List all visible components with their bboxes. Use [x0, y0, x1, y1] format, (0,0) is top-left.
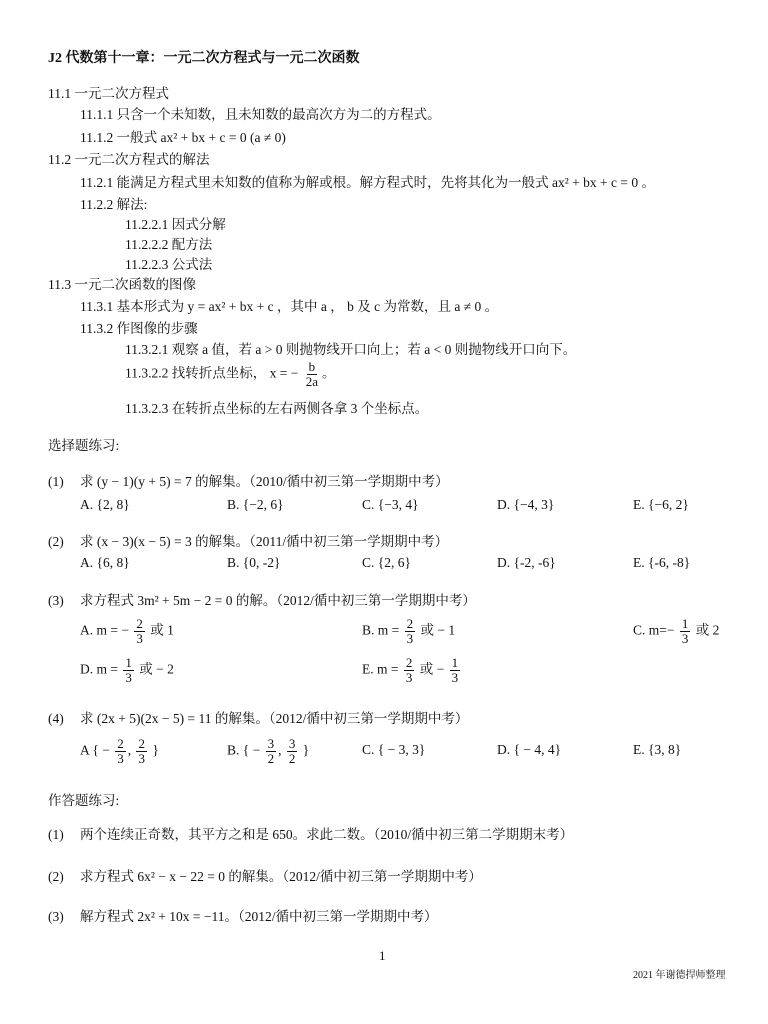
q4-option-b: [227, 737, 309, 766]
footer-credit: 2021 年谢德捍师整理: [633, 970, 726, 981]
fraction-denominator: 2a: [305, 374, 319, 389]
q4-a-comma: ,: [127, 742, 132, 758]
q2-option-d: D. {-2, -6}: [497, 555, 556, 570]
open-heading: 作答题练习:: [48, 793, 120, 808]
q4-text: 求 (2x + 5)(2x − 5) = 11 的解集。（2012/循中初三第一学期期中考）: [80, 711, 469, 726]
open-q3-number: (3): [48, 909, 64, 924]
q4-a-den-1: 3: [117, 751, 124, 766]
item-11-1-1: 11.1.1 只含一个未知数，且未知数的最高次方为二的方程式。: [80, 107, 441, 122]
q2-option-a: A. {6, 8}: [80, 555, 130, 570]
q4-a-prefix: A { −: [80, 742, 110, 758]
q3-c-num: 1: [681, 616, 689, 631]
q1-option-b: B. {−2, 6}: [227, 497, 284, 512]
q3-a-suffix: 或 1: [150, 622, 174, 638]
q3-c-suffix: 或 2: [695, 622, 720, 638]
q4-a-fraction-2: [136, 737, 147, 766]
item-11-2-2-2: 11.2.2.2 配方法: [125, 237, 213, 252]
q4-b-fraction-1: [266, 737, 277, 766]
item-11-3-2: 11.3.2 作图像的步骤: [80, 321, 198, 336]
q3-option-a: [80, 617, 174, 646]
q4-b-fraction-2: [287, 737, 298, 766]
q4-a-fraction-1: [115, 737, 126, 766]
q3-d-fraction: [123, 656, 134, 685]
q2-option-c: C. {2, 6}: [362, 555, 411, 570]
q3-option-c: [633, 617, 719, 646]
q3-e-num-2: 1: [451, 655, 459, 670]
q3-e-den-1: 3: [405, 670, 413, 685]
chapter-title: J2 代数第十一章：一元二次方程式与一元二次函数: [48, 51, 360, 66]
item-11-2-1: 11.2.1 能满足方程式里未知数的值称为解或根。解方程式时，先将其化为一般式 ax² + bx + c = 0 。: [80, 175, 655, 190]
item-11-2-2-1: 11.2.2.1 因式分解: [125, 217, 226, 232]
q4-b-den-2: 2: [288, 751, 296, 766]
q4-option-c: C. { − 3, 3}: [362, 742, 426, 757]
item-11-3-1: 11.3.1 基本形式为 y = ax² + bx + c ，其中 a ， b 及 c 为常数，且 a ≠ 0 。: [80, 299, 499, 314]
q3-number: (3): [48, 593, 64, 608]
q3-b-suffix: 或 − 1: [420, 622, 456, 638]
item-11-1-2: 11.1.2 一般式 ax² + bx + c = 0 (a ≠ 0): [80, 130, 286, 145]
item-11-3-2-2-text: 11.3.2.2 找转折点坐标， x = −: [125, 365, 299, 381]
item-11-3-2-1: 11.3.2.1 观察 a 值，若 a > 0 则抛物线开口向上；若 a < 0 则抛物线开口向下。: [125, 342, 577, 357]
open-q1-text: 两个连续正奇数，其平方之和是 650。求此二数。（2010/循中初三第二学期期末考）: [80, 827, 574, 842]
q4-b-close: }: [302, 742, 310, 758]
q4-a-den-2: 3: [138, 751, 145, 766]
q3-e-middle: 或 −: [419, 661, 445, 677]
item-11-3-2-2: [125, 360, 336, 389]
section-11-3: 11.3 一元二次函数的图像: [48, 277, 196, 292]
q3-c-den: 3: [681, 631, 689, 646]
q4-a-num-2: 2: [138, 736, 145, 751]
q3-b-den: 3: [406, 631, 414, 646]
q3-option-b: [362, 617, 455, 646]
q3-c-fraction: [680, 617, 691, 646]
fraction-tail: 。: [322, 365, 336, 381]
fraction-numerator: b: [308, 359, 316, 374]
q3-d-den: 3: [125, 670, 132, 685]
q4-b-comma: ,: [278, 742, 282, 758]
open-q3-text: 解方程式 2x² + 10x = −11。（2012/循中初三第一学期期中考）: [80, 909, 438, 924]
q4-b-den-1: 2: [267, 751, 275, 766]
item-11-2-2-3: 11.2.2.3 公式法: [125, 257, 213, 272]
q3-d-suffix: 或 − 2: [139, 661, 174, 677]
q3-a-fraction: [134, 617, 145, 646]
q3-text: 求方程式 3m² + 5m − 2 = 0 的解。（2012/循中初三第一学期期中考）: [80, 593, 476, 608]
item-11-2-2: 11.2.2 解法:: [80, 197, 148, 212]
q3-e-fraction-1: [404, 656, 415, 685]
section-11-1: 11.1 一元二次方程式: [48, 86, 169, 101]
q3-option-d: [80, 656, 174, 685]
q4-b-num-2: 3: [288, 736, 296, 751]
q3-option-e: [362, 656, 462, 685]
q3-b-fraction: [405, 617, 416, 646]
q2-option-e: E. {-6, -8}: [633, 555, 691, 570]
q3-a-num: 2: [136, 616, 143, 631]
q3-b-prefix: B. m =: [362, 622, 400, 638]
q4-option-e: E. {3, 8}: [633, 742, 682, 757]
q4-b-prefix: B. { −: [227, 742, 261, 758]
page-number: 1: [379, 948, 386, 963]
q3-b-num: 2: [406, 616, 414, 631]
q3-a-den: 3: [136, 631, 143, 646]
open-q2-number: (2): [48, 869, 64, 884]
q3-d-prefix: D. m =: [80, 661, 118, 677]
q3-e-den-2: 3: [451, 670, 459, 685]
q2-number: (2): [48, 534, 64, 549]
q1-option-e: E. {−6, 2}: [633, 497, 689, 512]
q3-c-prefix: C. m=−: [633, 622, 675, 638]
q3-e-prefix: E. m =: [362, 661, 399, 677]
q4-option-a: [80, 737, 159, 766]
q4-number: (4): [48, 711, 64, 726]
item-11-3-2-3: 11.3.2.3 在转折点坐标的左右两侧各拿 3 个坐标点。: [125, 401, 429, 416]
section-11-2: 11.2 一元二次方程式的解法: [48, 152, 210, 167]
q1-option-a: A. {2, 8}: [80, 497, 130, 512]
q2-option-b: B. {0, -2}: [227, 555, 281, 570]
q3-d-num: 1: [125, 655, 132, 670]
q4-a-num-1: 2: [117, 736, 124, 751]
q1-option-c: C. {−3, 4}: [362, 497, 419, 512]
q4-option-d: D. { − 4, 4}: [497, 742, 562, 757]
turning-point-fraction: [304, 360, 320, 389]
open-q1-number: (1): [48, 827, 64, 842]
q3-a-prefix: A. m = −: [80, 622, 129, 638]
q1-text: 求 (y − 1)(y + 5) = 7 的解集。（2010/循中初三第一学期期中考）: [80, 474, 449, 489]
mcq-heading: 选择题练习:: [48, 438, 120, 453]
q1-option-d: D. {−4, 3}: [497, 497, 555, 512]
q1-number: (1): [48, 474, 64, 489]
open-q2-text: 求方程式 6x² − x − 22 = 0 的解集。（2012/循中初三第一学期期中考）: [80, 869, 482, 884]
q4-b-num-1: 3: [267, 736, 275, 751]
q4-a-close: }: [152, 742, 159, 758]
q3-e-num-1: 2: [405, 655, 413, 670]
q2-text: 求 (x − 3)(x − 5) = 3 的解集。（2011/循中初三第一学期期中考）: [80, 534, 449, 549]
q3-e-fraction-2: [450, 656, 461, 685]
